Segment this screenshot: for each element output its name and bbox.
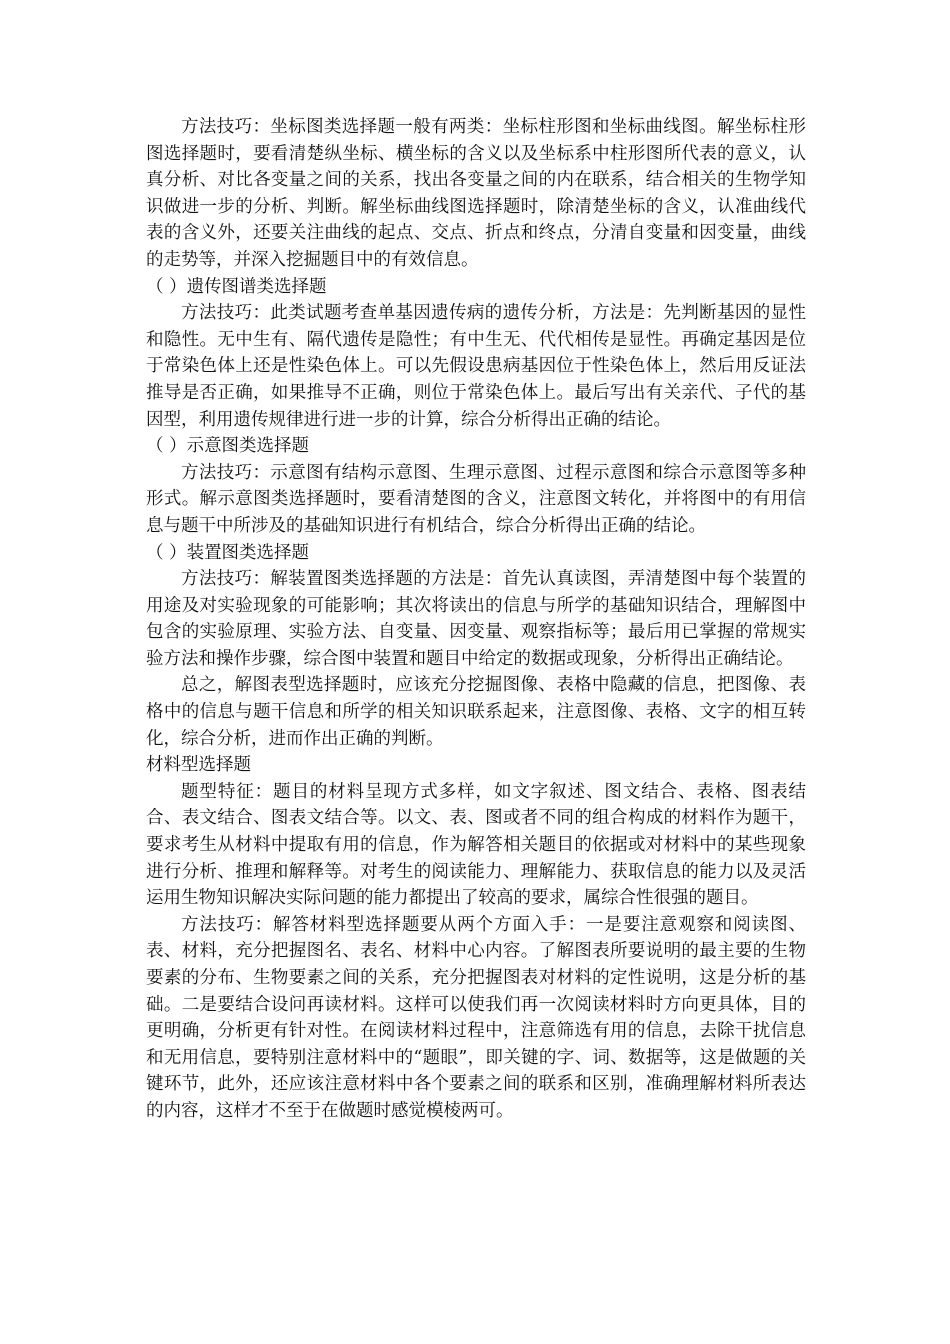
heading-material-questions: 材料型选择题 xyxy=(146,755,251,776)
paragraph-material-features: 题型特征：题目的材料呈现方式多样，如文字叙述、图文结合、表格、图表结合、表文结合、图表文结合等。以文、表、图或者不同的组合构成的材料作为题干，要求考生从材料中提取有用的信息，作为解答相关题目的依据或对材料中的某些现象进行分析、推理和解释等。对考生的阅读能力、理解能力、获取信息的能力以及灵活运用生物知识解决实际问题的能力都提出了较高的要求，属综合性很强的题目。 xyxy=(146,781,806,909)
paragraph-pedigree-method: 方法技巧：此类试题考查单基因遗传病的遗传分析，方法是：先判断基因的显性和隐性。无中生有、隔代遗传是隐性；有中生无、代代相传是显性。再确定基因是位于常染色体上还是性染色体上。可以先假设患病基因位于性染色体上，然后用反证法推导是否正确，如果推导不正确，则位于常染色体上。最后写出有关亲代、子代的基因型，利用遗传规律进行进一步的计算，综合分析得出正确的结论。 xyxy=(146,303,806,430)
paragraph-chart-summary: 总之，解图表型选择题时，应该充分挖掘图像、表格中隐藏的信息，把图像、表格中的信息与题干信息和所学的相关知识联系起来，注意图像、表格、文字的相互转化，综合分析，进而作出正确的判断。 xyxy=(146,675,806,749)
document-body xyxy=(146,114,806,1125)
paragraph-coordinate-graph-method: 方法技巧：坐标图类选择题一般有两类：坐标柱形图和坐标曲线图。解坐标柱形图选择题时，要看清楚纵坐标、横坐标的含义以及坐标系中柱形图所代表的意义，认真分析、对比各变量之间的关系，找出各变量之间的内在联系，结合相关的生物学知识做进一步的分析、判断。解坐标曲线图选择题时，除清楚坐标的含义，认准曲线代表的含义外，还要关注曲线的起点、交点、折点和终点，分清自变量和因变量，曲线的走势等，并深入挖掘题目中的有效信息。 xyxy=(146,117,806,270)
heading-apparatus-questions: （ ）装置图类选择题 xyxy=(146,542,310,563)
paragraph-schematic-method: 方法技巧：示意图有结构示意图、生理示意图、过程示意图和综合示意图等多种形式。解示意图类选择题时，要看清楚图的含义，注意图文转化，并将图中的有用信息与题干中所涉及的基础知识进行有机结合，综合分析得出正确的结论。 xyxy=(146,462,806,536)
paragraph-material-method: 方法技巧：解答材料型选择题要从两个方面入手：一是要注意观察和阅读图、表、材料，充分把握图名、表名、材料中心内容。了解图表所要说明的最主要的生物要素的分布、生物要素之间的关系，充分把握图表对材料的定性说明，这是分析的基础。二是要结合设问再读材料。这样可以使我们再一次阅读材料时方向更具体，目的更明确，分析更有针对性。在阅读材料过程中，注意筛选有用的信息，去除干扰信息和无用信息，要特别注意材料中的“题眼”，即关键的字、词、数据等，这是做题的关键环节，此外，还应该注意材料中各个要素之间的联系和区别，准确理解材料所表达的内容，这样才不至于在做题时感觉模棱两可。 xyxy=(146,914,806,1121)
paragraph-apparatus-method: 方法技巧：解装置图类选择题的方法是：首先认真读图，弄清楚图中每个装置的用途及对实验现象的可能影响；其次将读出的信息与所学的基础知识结合，理解图中包含的实验原理、实验方法、自变量、因变量、观察指标等；最后用已掌握的常规实验方法和操作步骤，综合图中装置和题目中给定的数据或现象，分析得出正确结论。 xyxy=(146,569,806,669)
heading-schematic-questions: （ ）示意图类选择题 xyxy=(146,436,310,457)
heading-pedigree-questions: （ ）遗传图谱类选择题 xyxy=(146,276,327,297)
